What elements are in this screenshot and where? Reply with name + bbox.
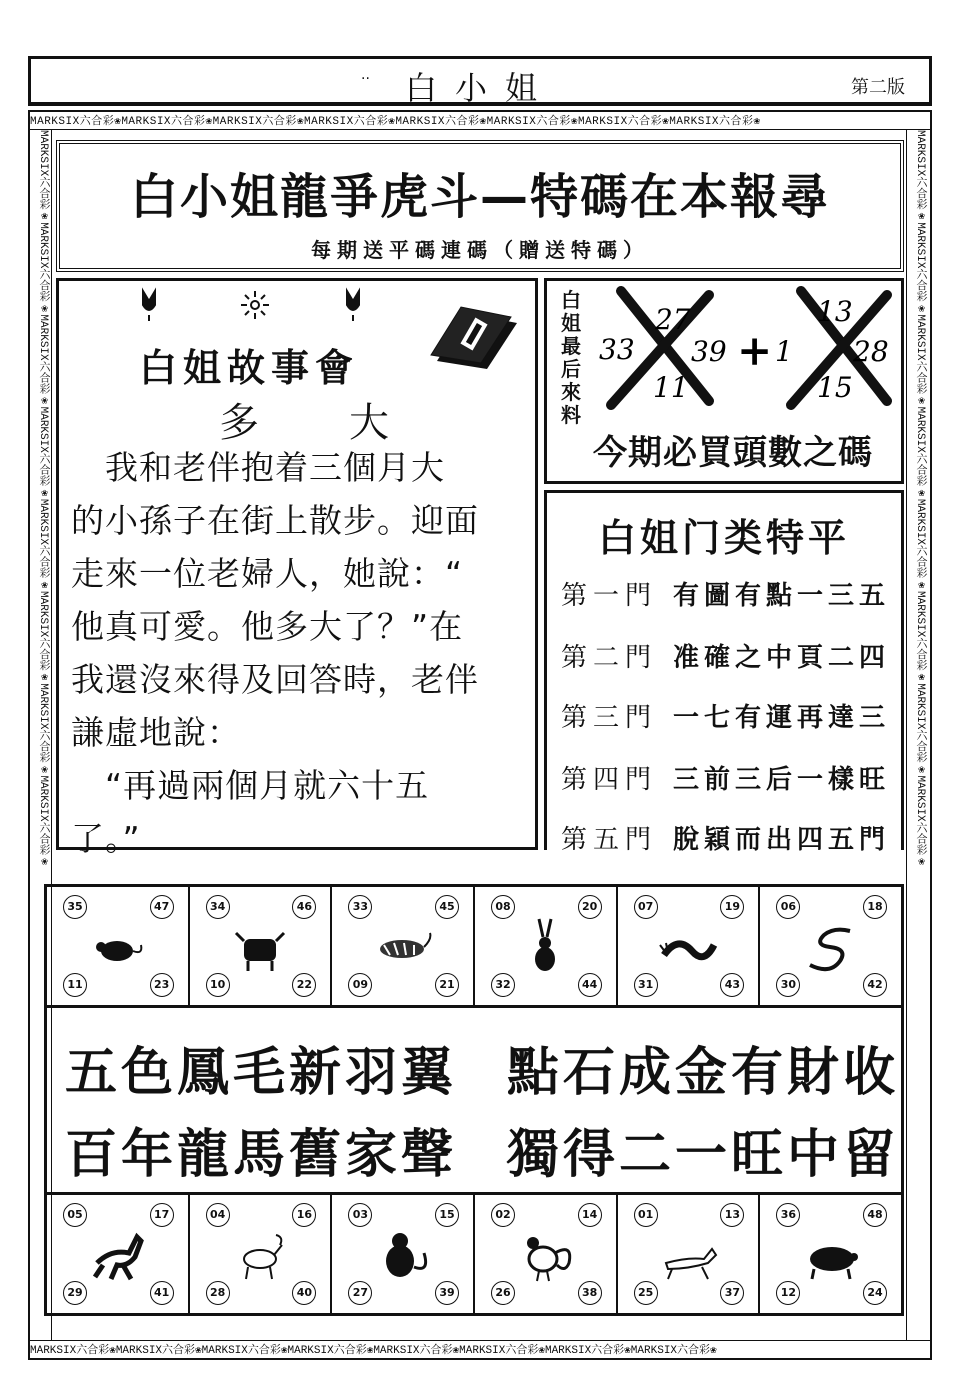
doors-box [544,490,904,855]
zodiac-number-badge: 21 [435,973,459,997]
doors-title: 白姐门类特平 [597,516,850,560]
story-line: “再過兩個月就六十五 [71,766,430,805]
zodiac-number-badge: 09 [348,973,372,997]
border-strip-right: MARKSIX六合彩❀MARKSIX六合彩❀MARKSIX六合彩❀MARKSIX六合彩❀MARKSIX六合彩❀MARKSIX六合彩❀MARKSIX六合彩❀MARKSIX六合彩❀ [906,130,928,1340]
zodiac-number-badge: 44 [578,973,602,997]
zodiac-number-badge: 31 [634,973,658,997]
code-number: 33 [599,333,635,366]
zodiac-number-badge: 38 [578,1281,602,1305]
door-text: 一七有運再達三 [673,703,891,733]
code-number: 13 [817,295,853,328]
border-strip-bottom: MARKSIX六合彩❀MARKSIX六合彩❀MARKSIX六合彩❀MARKSIX六合彩❀MARKSIX六合彩❀MARKSIX六合彩❀MARKSIX六合彩❀MARKSIX六合彩❀ [30,1340,930,1358]
zodiac-number-badge: 23 [150,973,174,997]
dragon-icon [658,915,718,979]
edition-label: 第二版 [851,77,905,98]
rabbit-icon [515,915,575,979]
poem-line-2 [65,1112,905,1187]
door-row [561,819,901,859]
zodiac-number-badge: 16 [292,1203,316,1227]
zodiac-number-badge: 03 [348,1203,372,1227]
door-text: 三前三后一樣旺 [673,765,891,795]
zodiac-cell [618,1195,761,1313]
story-line: 謙虛地說： [71,713,241,752]
poem-phrase: 五色鳳毛新羽翼 [65,1043,458,1103]
ox-icon [230,915,290,979]
door-label: 第四門 [561,765,658,795]
zodiac-number-badge: 10 [206,973,230,997]
zodiac-number-badge: 11 [63,973,87,997]
zodiac-number-badge: 12 [776,1281,800,1305]
zodiac-number-badge: 29 [63,1281,87,1305]
door-label: 第三門 [561,703,658,733]
story-line: 了。” [71,819,141,858]
horse-icon [87,1223,147,1287]
codes-box [544,278,904,484]
zodiac-cell [47,887,190,1005]
zodiac-number-badge: 17 [150,1203,174,1227]
zodiac-cell [475,887,618,1005]
snake-icon [800,915,860,979]
zodiac-cell [332,1195,475,1313]
door-text: 有圖有點一三五 [673,581,891,611]
zodiac-cell [190,1195,333,1313]
zodiac-number-badge: 36 [776,1203,800,1227]
zodiac-number-badge: 06 [776,895,800,919]
zodiac-number-badge: 08 [491,895,515,919]
zodiac-number-badge: 40 [292,1281,316,1305]
zodiac-number-badge: 30 [776,973,800,997]
zodiac-number-badge: 32 [491,973,515,997]
poem-line-1 [65,1030,905,1105]
zodiac-row-bottom [44,1192,904,1316]
zodiac-cell [618,887,761,1005]
zodiac-number-badge: 02 [491,1203,515,1227]
zodiac-row-top [44,884,904,1008]
rat-icon [87,915,147,979]
poem-phrase: 百年龍馬舊家聲 [65,1125,458,1185]
door-text: 准確之中頁二四 [673,643,891,673]
plus-sign: + [737,326,773,375]
flower-decoration-icon [135,287,395,323]
code-number: 28 [853,335,889,368]
zodiac-cell [332,887,475,1005]
zodiac-number-badge: 20 [578,895,602,919]
dog-icon [658,1223,718,1287]
zodiac-number-badge: 14 [578,1203,602,1227]
story-line: 我和老伴抱着三個月大 [71,448,445,487]
zodiac-number-badge: 26 [491,1281,515,1305]
zodiac-number-badge: 34 [206,895,230,919]
zodiac-number-badge: 04 [206,1203,230,1227]
zodiac-number-badge: 05 [63,1203,87,1227]
code-number: 15 [817,371,853,404]
story-line: 走來一位老婦人，她說：“ [71,554,464,593]
must-buy-label: 今期必買頭數之碼 [593,433,873,473]
code-number: 27 [655,303,691,336]
header-mark: ·· [361,71,370,87]
story-box [56,278,538,858]
door-text: 脫穎而出四五門 [673,825,891,855]
headline-box [56,140,904,272]
tiger-icon [372,915,432,979]
pig-icon [800,1223,860,1287]
story-line: 他真可愛。他多大了？”在 [71,607,464,646]
door-row [561,697,901,737]
zodiac-number-badge: 48 [863,1203,887,1227]
zodiac-number-badge: 35 [63,895,87,919]
monkey-icon [372,1223,432,1287]
codes-graphic [591,285,901,417]
door-label: 第五門 [561,825,658,855]
zodiac-number-badge: 47 [150,895,174,919]
zodiac-number-badge: 24 [863,1281,887,1305]
story-body [71,441,531,865]
door-row [561,637,901,677]
door-row [561,759,901,799]
code-number: 39 [691,335,727,368]
story-subtitle: 多大 [219,400,479,446]
page-header [28,56,932,106]
zodiac-number-badge: 28 [206,1281,230,1305]
book-icon [427,301,519,371]
story-line: 的小孫子在街上散步。迎面 [71,501,479,540]
zodiac-number-badge: 46 [292,895,316,919]
goat-icon [230,1223,290,1287]
door-label: 第一門 [561,581,658,611]
headline-subtitle: 每期送平碼連碼（贈送特碼） [311,238,649,262]
zodiac-number-badge: 43 [720,973,744,997]
zodiac-number-badge: 01 [634,1203,658,1227]
zodiac-number-badge: 27 [348,1281,372,1305]
story-title: 白姐故事會 [139,346,360,390]
border-strip-top: MARKSIX六合彩❀MARKSIX六合彩❀MARKSIX六合彩❀MARKSIX六合彩❀MARKSIX六合彩❀MARKSIX六合彩❀MARKSIX六合彩❀MARKSIX六合彩❀ [30,112,930,130]
zodiac-number-badge: 41 [150,1281,174,1305]
zodiac-number-badge: 07 [634,895,658,919]
zodiac-number-badge: 18 [863,895,887,919]
headline-title: 白小姐龍爭虎斗—特碼在本報尋 [129,169,830,225]
poem-phrase: 點石成金有財收 [507,1043,900,1103]
door-label: 第二門 [561,643,658,673]
story-line: 我還沒來得及回答時，老伴 [71,660,479,699]
border-strip-left: MARKSIX六合彩❀MARKSIX六合彩❀MARKSIX六合彩❀MARKSIX六合彩❀MARKSIX六合彩❀MARKSIX六合彩❀MARKSIX六合彩❀MARKSIX六合彩❀ [30,130,52,1340]
zodiac-number-badge: 22 [292,973,316,997]
zodiac-number-badge: 33 [348,895,372,919]
codes-vertical-label: 白姐最后來料 [561,288,581,427]
code-number: 1 [775,335,793,368]
door-row [561,575,901,615]
code-number: 11 [653,371,689,404]
zodiac-cell [760,1195,901,1313]
zodiac-number-badge: 39 [435,1281,459,1305]
zodiac-number-badge: 45 [435,895,459,919]
zodiac-cell [760,887,901,1005]
poem-phrase: 獨得二一旺中留 [507,1125,900,1185]
zodiac-number-badge: 37 [720,1281,744,1305]
zodiac-number-badge: 19 [720,895,744,919]
zodiac-cell [475,1195,618,1313]
page-title: 白小姐 [404,69,555,107]
rooster-icon [515,1223,575,1287]
zodiac-cell [47,1195,190,1313]
zodiac-number-badge: 25 [634,1281,658,1305]
zodiac-cell [190,887,333,1005]
zodiac-number-badge: 13 [720,1203,744,1227]
zodiac-number-badge: 15 [435,1203,459,1227]
poem-box [44,1008,904,1192]
zodiac-number-badge: 42 [863,973,887,997]
